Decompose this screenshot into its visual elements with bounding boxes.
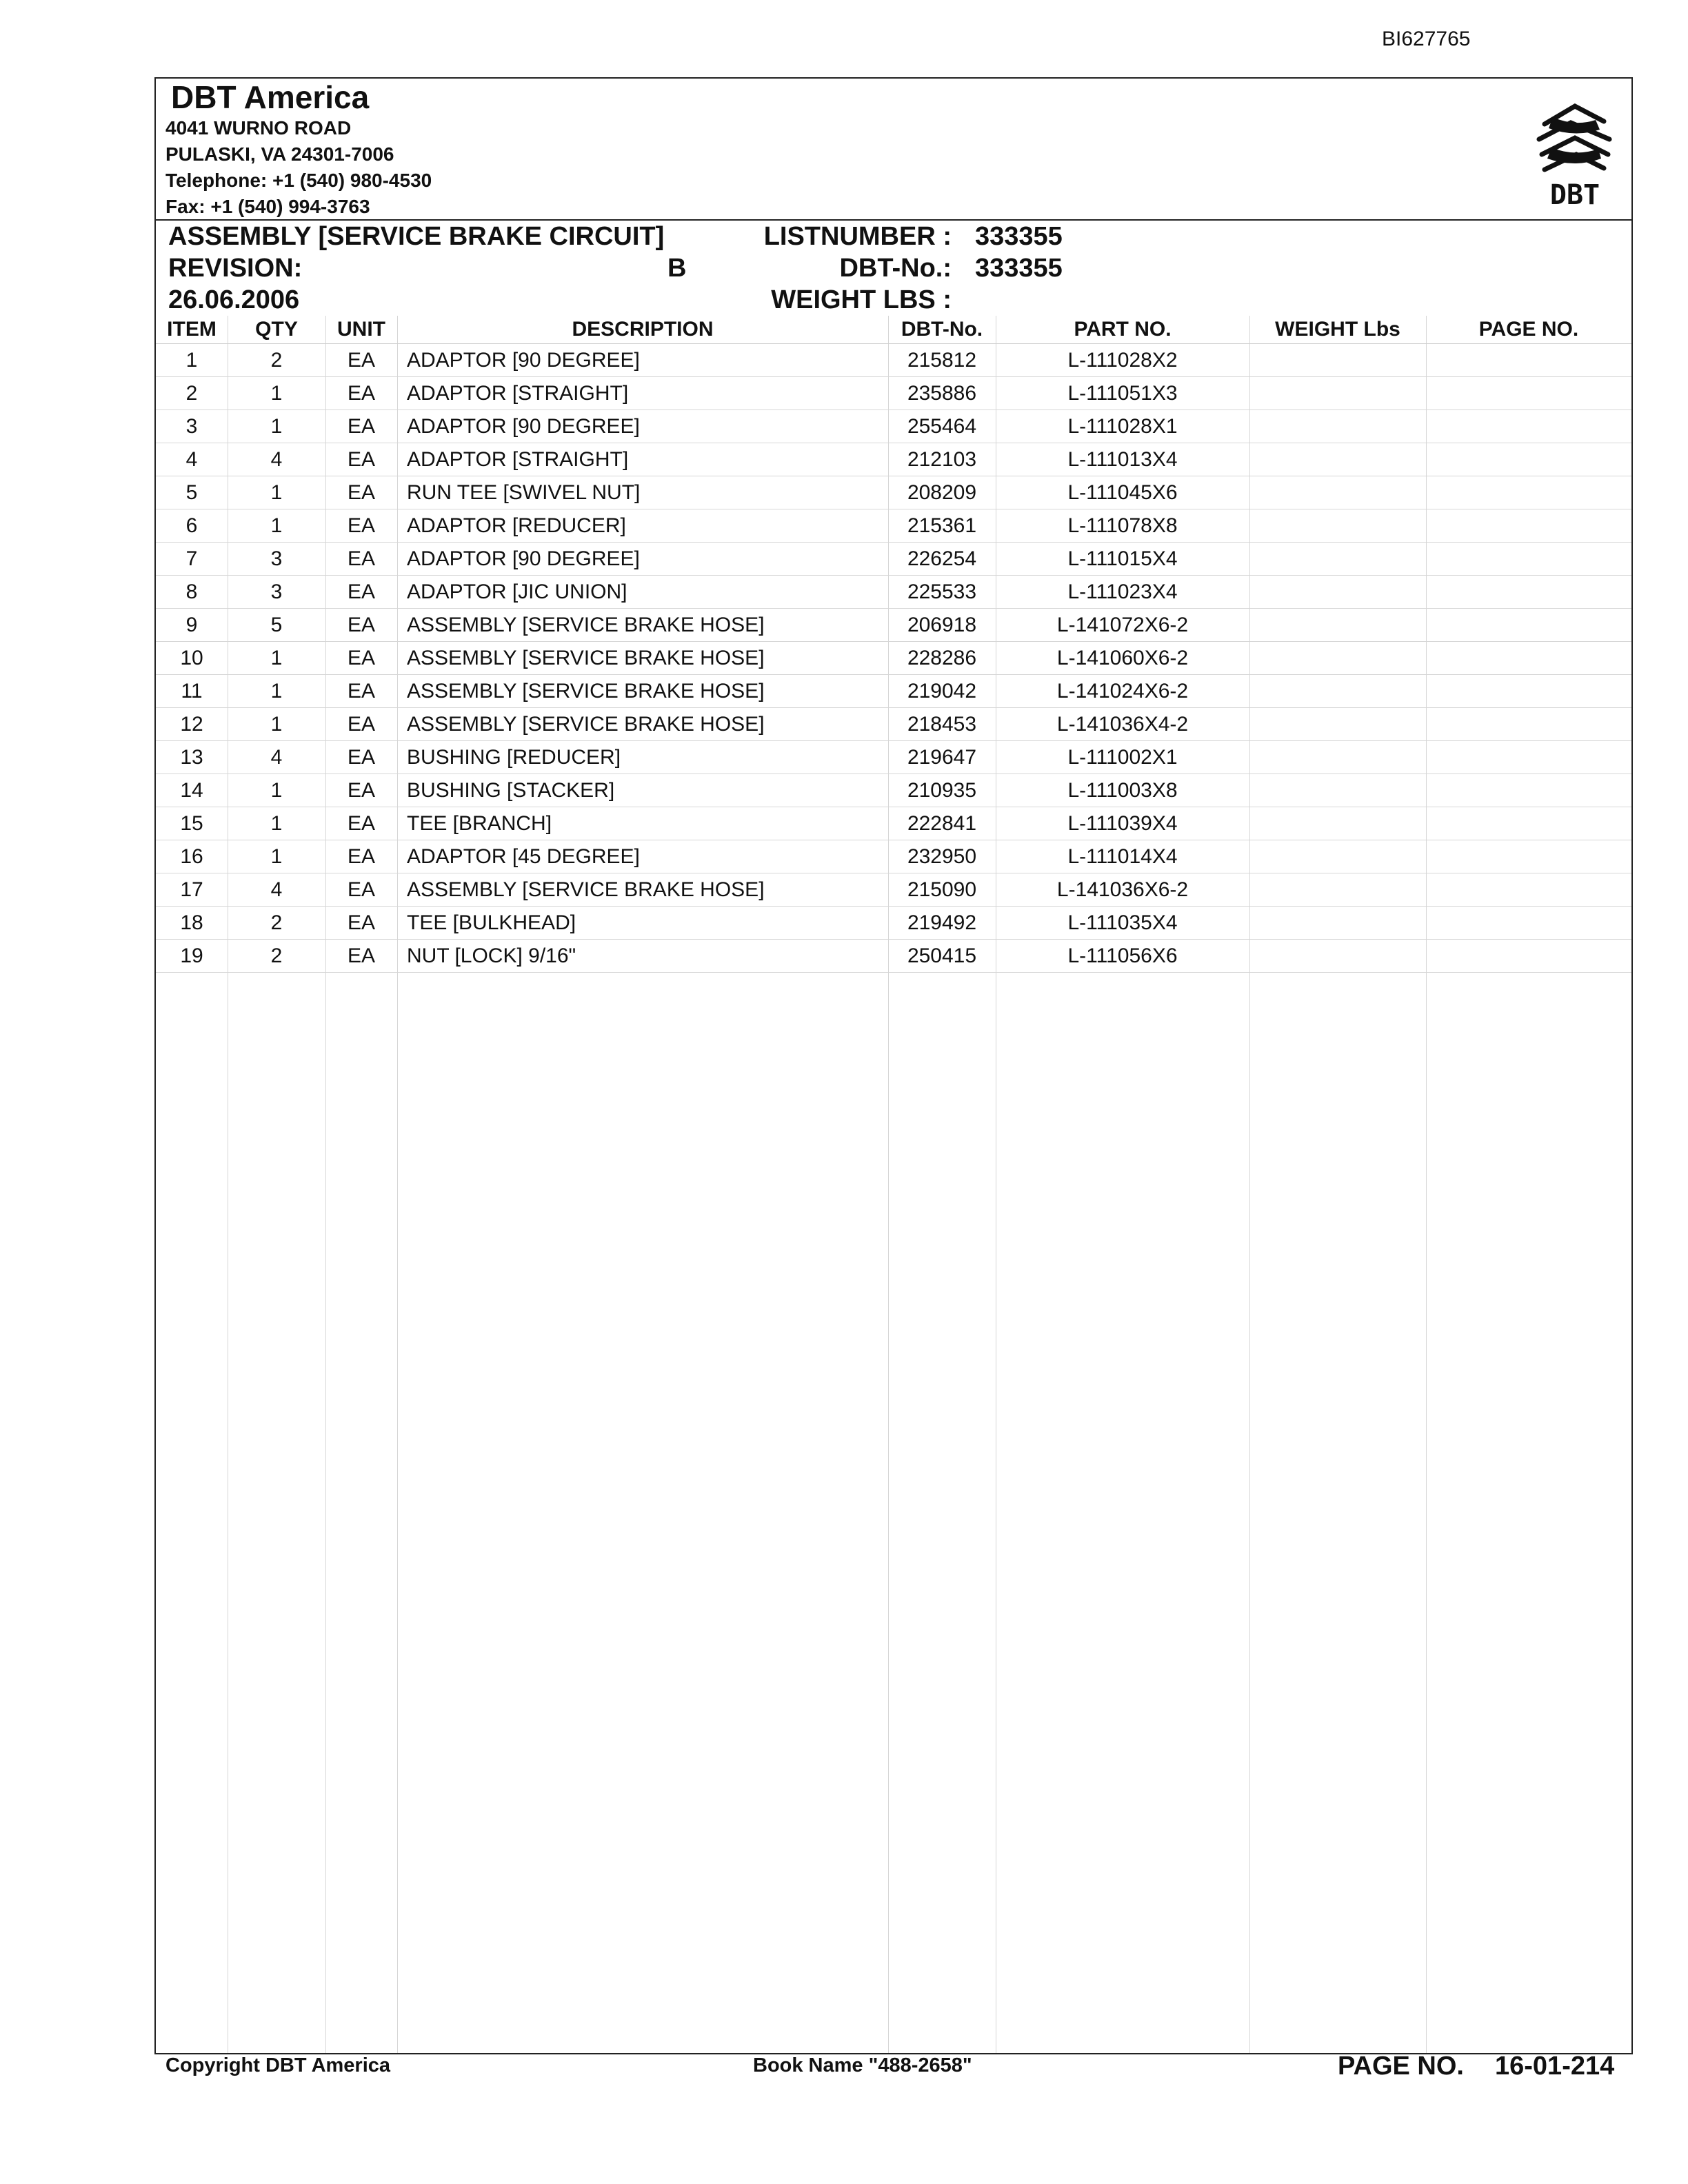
cell-weight [1249,609,1426,642]
cell-dbt-no: 228286 [888,642,996,675]
dbt-logo [1532,97,1618,210]
cell-item: 9 [156,609,228,642]
cell-unit: EA [325,642,397,675]
cell-unit: EA [325,443,397,476]
logo-text: DBT [1549,179,1600,210]
cell-item: 11 [156,675,228,708]
cell-unit: EA [325,741,397,774]
table-header-row [156,316,1631,344]
cell-part-no: L-111078X8 [996,509,1249,543]
cell-weight [1249,509,1426,543]
cell-item: 18 [156,907,228,940]
cell-part-no: L-111051X3 [996,377,1249,410]
cell-unit: EA [325,873,397,907]
fax: Fax: +1 (540) 994-3763 [165,196,370,217]
cell-page-no [1426,774,1631,807]
cell-unit: EA [325,377,397,410]
cell-qty: 5 [228,609,325,642]
cell-dbt-no: 255464 [888,410,996,443]
cell-unit: EA [325,708,397,741]
cell-dbt-no: 235886 [888,377,996,410]
cell-description: ASSEMBLY [SERVICE BRAKE HOSE] [397,708,888,741]
cell-part-no: L-111028X1 [996,410,1249,443]
table-row [156,543,1631,576]
table-row [156,576,1631,609]
cell-page-no [1426,443,1631,476]
cell-part-no: L-141024X6-2 [996,675,1249,708]
cell-unit: EA [325,840,397,873]
cell-description: ADAPTOR [STRAIGHT] [397,443,888,476]
telephone: Telephone: +1 (540) 980-4530 [165,170,432,191]
cell-item: 15 [156,807,228,840]
table-row [156,907,1631,940]
cell-dbt-no: 212103 [888,443,996,476]
cell-page-no [1426,576,1631,609]
listnumber-label: LISTNUMBER : [763,222,952,251]
cell-description: BUSHING [REDUCER] [397,741,888,774]
company-name: DBT America [171,79,370,115]
dbt-no-value: 333355 [975,254,1063,283]
cell-qty: 3 [228,576,325,609]
table-row [156,443,1631,476]
table-row [156,609,1631,642]
cell-part-no: L-111045X6 [996,476,1249,509]
revision-label: REVISION: [168,254,303,283]
cell-unit: EA [325,543,397,576]
cell-dbt-no: 208209 [888,476,996,509]
table-row [156,642,1631,675]
cell-qty: 2 [228,940,325,973]
cell-item: 13 [156,741,228,774]
cell-page-no [1426,609,1631,642]
column-header-page-no: PAGE NO. [1426,316,1631,344]
cell-weight [1249,741,1426,774]
cell-qty: 2 [228,344,325,377]
cell-weight [1249,543,1426,576]
cell-part-no: L-111014X4 [996,840,1249,873]
cell-description: ADAPTOR [90 DEGREE] [397,410,888,443]
table-row [156,741,1631,774]
cell-weight [1249,576,1426,609]
cell-page-no [1426,907,1631,940]
cell-description: TEE [BRANCH] [397,807,888,840]
table-row [156,873,1631,907]
cell-qty: 1 [228,509,325,543]
cell-weight [1249,708,1426,741]
cell-page-no [1426,940,1631,973]
cell-description: ADAPTOR [REDUCER] [397,509,888,543]
address-line-1: 4041 WURNO ROAD [165,117,352,139]
cell-description: ASSEMBLY [SERVICE BRAKE HOSE] [397,675,888,708]
cell-dbt-no: 206918 [888,609,996,642]
cell-description: BUSHING [STACKER] [397,774,888,807]
cell-description: NUT [LOCK] 9/16" [397,940,888,973]
cell-weight [1249,344,1426,377]
cell-weight [1249,675,1426,708]
table-row [156,840,1631,873]
cell-item: 6 [156,509,228,543]
cell-description: ADAPTOR [90 DEGREE] [397,344,888,377]
cell-unit: EA [325,410,397,443]
cell-unit: EA [325,476,397,509]
cell-part-no: L-111003X8 [996,774,1249,807]
cell-part-no: L-141036X4-2 [996,708,1249,741]
column-header-part-no: PART NO. [996,316,1249,344]
cell-dbt-no: 215812 [888,344,996,377]
dbt-no-label: DBT-No.: [839,254,952,283]
cell-weight [1249,940,1426,973]
cell-qty: 1 [228,410,325,443]
cell-description: ADAPTOR [STRAIGHT] [397,377,888,410]
footer-copyright: Copyright DBT America [165,2054,391,2076]
cell-part-no: L-111035X4 [996,907,1249,940]
cell-description: ADAPTOR [45 DEGREE] [397,840,888,873]
cell-item: 10 [156,642,228,675]
cell-dbt-no: 226254 [888,543,996,576]
cell-qty: 3 [228,543,325,576]
cell-unit: EA [325,940,397,973]
cell-page-no [1426,642,1631,675]
cell-page-no [1426,344,1631,377]
cell-page-no [1426,377,1631,410]
cell-dbt-no: 218453 [888,708,996,741]
cell-qty: 4 [228,873,325,907]
cell-unit: EA [325,675,397,708]
cell-unit: EA [325,807,397,840]
table-row [156,774,1631,807]
parts-table [156,316,1631,973]
cell-qty: 1 [228,476,325,509]
table-row [156,344,1631,377]
cell-page-no [1426,741,1631,774]
cell-qty: 4 [228,741,325,774]
listnumber-value: 333355 [975,222,1063,251]
cell-weight [1249,873,1426,907]
cell-page-no [1426,543,1631,576]
cell-item: 4 [156,443,228,476]
cell-item: 17 [156,873,228,907]
parts-table-body [156,344,1631,973]
table-row [156,410,1631,443]
cell-description: ASSEMBLY [SERVICE BRAKE HOSE] [397,873,888,907]
cell-unit: EA [325,907,397,940]
cell-page-no [1426,708,1631,741]
cell-weight [1249,840,1426,873]
table-row [156,807,1631,840]
cell-item: 19 [156,940,228,973]
cell-description: ADAPTOR [90 DEGREE] [397,543,888,576]
cell-dbt-no: 232950 [888,840,996,873]
cell-page-no [1426,807,1631,840]
document-date: 26.06.2006 [168,285,300,314]
cell-page-no [1426,873,1631,907]
cell-unit: EA [325,576,397,609]
cell-item: 7 [156,543,228,576]
footer-book-name: Book Name "488-2658" [753,2054,972,2076]
cell-part-no: L-111056X6 [996,940,1249,973]
cell-weight [1249,642,1426,675]
cell-part-no: L-111039X4 [996,807,1249,840]
cell-item: 3 [156,410,228,443]
table-row [156,675,1631,708]
cell-item: 14 [156,774,228,807]
cell-item: 5 [156,476,228,509]
cell-qty: 1 [228,840,325,873]
cell-item: 1 [156,344,228,377]
cell-part-no: L-141060X6-2 [996,642,1249,675]
cell-description: ADAPTOR [JIC UNION] [397,576,888,609]
cell-part-no: L-141036X6-2 [996,873,1249,907]
cell-dbt-no: 219647 [888,741,996,774]
cell-dbt-no: 219492 [888,907,996,940]
cell-unit: EA [325,344,397,377]
weight-label: WEIGHT LBS : [771,285,952,314]
cell-qty: 1 [228,642,325,675]
table-row [156,377,1631,410]
cell-dbt-no: 225533 [888,576,996,609]
cell-unit: EA [325,609,397,642]
cell-dbt-no: 219042 [888,675,996,708]
cell-qty: 1 [228,708,325,741]
cell-dbt-no: 222841 [888,807,996,840]
cell-part-no: L-111028X2 [996,344,1249,377]
address-line-2: PULASKI, VA 24301-7006 [165,143,394,165]
cell-description: ASSEMBLY [SERVICE BRAKE HOSE] [397,609,888,642]
cell-unit: EA [325,774,397,807]
table-row [156,708,1631,741]
cell-page-no [1426,675,1631,708]
cell-dbt-no: 210935 [888,774,996,807]
cell-page-no [1426,476,1631,509]
column-header-qty: QTY [228,316,325,344]
cell-dbt-no: 215361 [888,509,996,543]
cell-part-no: L-141072X6-2 [996,609,1249,642]
cell-weight [1249,807,1426,840]
table-row [156,476,1631,509]
cell-item: 16 [156,840,228,873]
document-id: BI627765 [1382,28,1471,50]
cell-description: RUN TEE [SWIVEL NUT] [397,476,888,509]
table-row [156,940,1631,973]
cell-description: ASSEMBLY [SERVICE BRAKE HOSE] [397,642,888,675]
cell-page-no [1426,509,1631,543]
cell-weight [1249,443,1426,476]
cell-dbt-no: 215090 [888,873,996,907]
cell-qty: 1 [228,774,325,807]
column-header-unit: UNIT [325,316,397,344]
cell-description: TEE [BULKHEAD] [397,907,888,940]
footer-page-number: 16-01-214 [1495,2052,1615,2081]
column-header-item: ITEM [156,316,228,344]
cell-qty: 1 [228,807,325,840]
cell-weight [1249,476,1426,509]
cell-qty: 1 [228,675,325,708]
cell-part-no: L-111023X4 [996,576,1249,609]
table-row [156,509,1631,543]
cell-weight [1249,410,1426,443]
cell-qty: 4 [228,443,325,476]
assembly-title: ASSEMBLY [SERVICE BRAKE CIRCUIT] [168,222,665,251]
cell-page-no [1426,410,1631,443]
cell-weight [1249,377,1426,410]
column-header-dbt-no: DBT-No. [888,316,996,344]
cell-qty: 1 [228,377,325,410]
cell-item: 2 [156,377,228,410]
column-header-description: DESCRIPTION [397,316,888,344]
cell-part-no: L-111015X4 [996,543,1249,576]
cell-part-no: L-111002X1 [996,741,1249,774]
column-header-weight: WEIGHT Lbs [1249,316,1426,344]
cell-weight [1249,907,1426,940]
cell-item: 12 [156,708,228,741]
header-divider [154,219,1633,221]
cell-page-no [1426,840,1631,873]
cell-qty: 2 [228,907,325,940]
cell-item: 8 [156,576,228,609]
revision-value: B [667,254,687,283]
footer-page-label: PAGE NO. [1338,2052,1464,2081]
cell-weight [1249,774,1426,807]
cell-part-no: L-111013X4 [996,443,1249,476]
cell-unit: EA [325,509,397,543]
cell-dbt-no: 250415 [888,940,996,973]
